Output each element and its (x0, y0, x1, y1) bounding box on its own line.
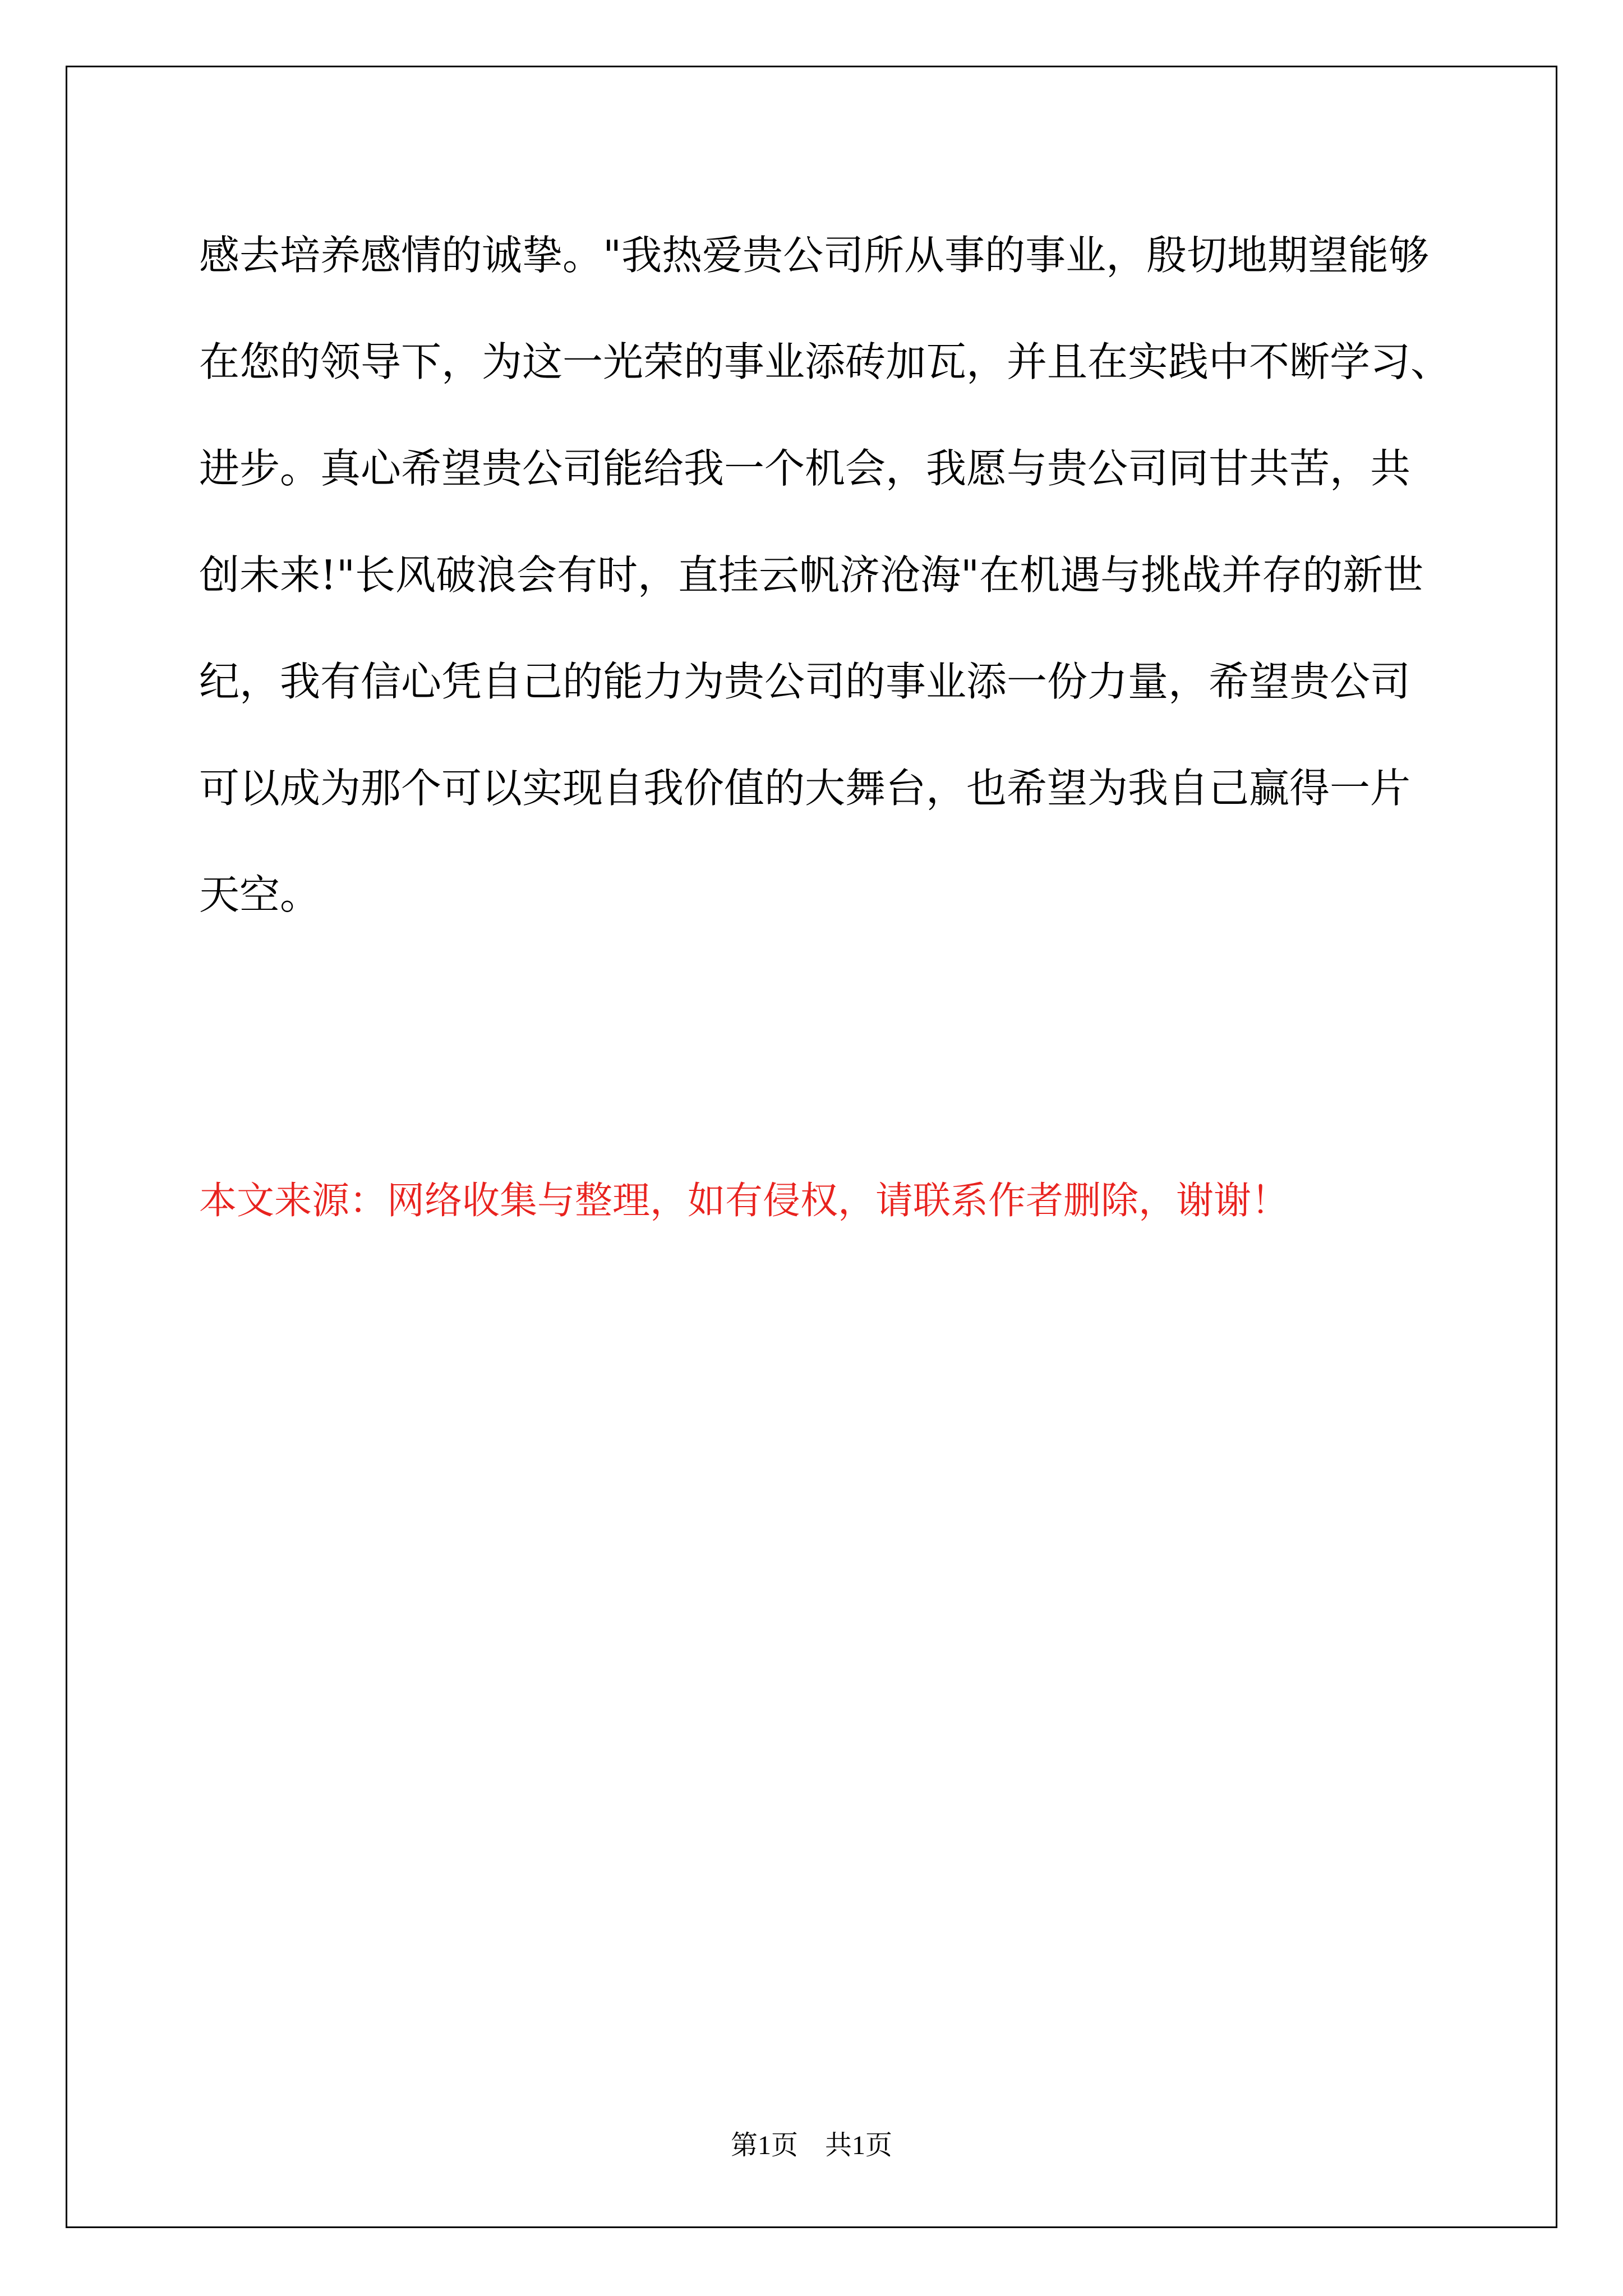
paragraph-line: 感去培养感情的诚挚。"我热爱贵公司所从事的事业，殷切地期望能够 (199, 232, 1430, 279)
document-body (199, 224, 1461, 970)
paragraph-line: 进步。真心希望贵公司能给我一个机会，我愿与贵公司同甘共苦，共 (199, 445, 1411, 492)
paragraph-line: 可以成为那个可以实现自我价值的大舞台，也希望为我自己赢得一片 (199, 765, 1411, 812)
paragraph-line: 天空。 (199, 871, 321, 918)
paragraph-line: 在您的领导下，为这一光荣的事业添砖加瓦，并且在实践中不断学习、 (199, 338, 1451, 385)
paragraph-line: 纪，我有信心凭自己的能力为贵公司的事业添一份力量，希望贵公司 (199, 658, 1411, 705)
page-number-footer: 第1页 共1页 (730, 2131, 892, 2160)
paragraph-line: 创未来!"长风破浪会有时，直挂云帆济沧海"在机遇与挑战并存的新世 (199, 551, 1424, 599)
source-disclaimer: 本文来源：网络收集与整理，如有侵权，请联系作者删除，谢谢！ (199, 1179, 1289, 1222)
